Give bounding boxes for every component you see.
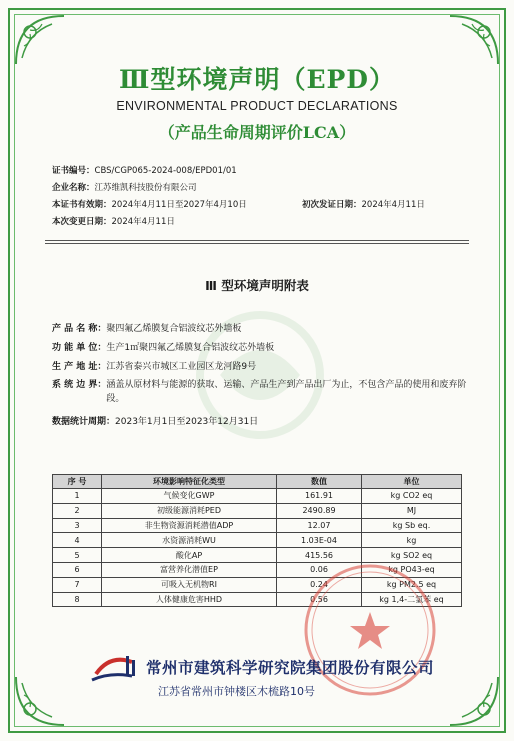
cell-impact-type: 初级能源消耗PED xyxy=(102,503,277,518)
column-header-index: 序 号 xyxy=(53,475,102,489)
table-row xyxy=(53,533,462,548)
validity-label: 本证书有效期： xyxy=(52,200,112,210)
cell-impact-type: 非生物资源消耗潜值ADP xyxy=(102,518,277,533)
cell-impact-type: 水资源消耗WU xyxy=(102,533,277,548)
certificate-number-row xyxy=(52,165,237,177)
cell-index: 8 xyxy=(53,592,102,607)
institute-logo-icon xyxy=(86,650,142,686)
production-address: 江苏省泰兴市城区工业园区龙河路9号 xyxy=(106,362,257,372)
production-address-label: 生 产 地 址： xyxy=(52,362,107,372)
cell-index: 6 xyxy=(53,562,102,577)
issuer-address: 江苏省常州市钟楼区木梳路10号 xyxy=(158,685,315,698)
column-header-impact-type: 环境影响特征化类型 xyxy=(102,475,277,489)
divider-top xyxy=(45,240,469,241)
cell-index: 4 xyxy=(53,533,102,548)
table-row xyxy=(53,489,462,504)
production-address-row xyxy=(52,360,472,374)
first-issue-date: 2024年4月11日 xyxy=(361,200,425,210)
first-issue-row xyxy=(302,199,425,211)
cell-index: 7 xyxy=(53,577,102,592)
change-date: 2024年4月11日 xyxy=(111,217,175,227)
functional-unit-label: 功 能 单 位： xyxy=(52,343,107,353)
system-boundary-label: 系 统 边 界： xyxy=(52,380,107,390)
cell-index: 1 xyxy=(53,489,102,504)
product-name-label: 产 品 名 称： xyxy=(52,324,107,334)
cell-unit: kg SO2 eq xyxy=(362,548,462,563)
cell-unit: MJ xyxy=(362,503,462,518)
cell-index: 5 xyxy=(53,548,102,563)
functional-unit: 生产1㎡聚四氟乙烯膜复合铝波纹芯外墙板 xyxy=(106,343,275,353)
product-name: 聚四氟乙烯膜复合铝波纹芯外墙板 xyxy=(106,324,242,334)
column-header-value: 数值 xyxy=(277,475,362,489)
cell-impact-type: 富营养化潜值EP xyxy=(102,562,277,577)
statistics-period-row xyxy=(52,415,472,429)
table-header-row xyxy=(53,475,462,489)
cell-index: 2 xyxy=(53,503,102,518)
statistics-period: 2023年1月1日至2023年12月31日 xyxy=(115,417,259,427)
validity-period: 2024年4月11日至2027年4月10日 xyxy=(111,200,247,210)
product-name-row xyxy=(52,322,472,336)
validity-row xyxy=(52,199,247,211)
column-header-unit: 单位 xyxy=(362,475,462,489)
company-label: 企业名称： xyxy=(52,183,95,193)
cell-unit: kg xyxy=(362,533,462,548)
cell-impact-type: 人体健康危害HHD xyxy=(102,592,277,607)
appendix-title: Ⅲ 型环境声明附表 xyxy=(205,278,309,293)
divider-bottom xyxy=(45,243,469,244)
cell-unit: kg PO43-eq xyxy=(362,562,462,577)
company-row xyxy=(52,182,197,194)
cell-value: 2490.89 xyxy=(277,503,362,518)
english-subtitle: ENVIRONMENTAL PRODUCT DECLARATIONS xyxy=(116,99,398,113)
official-seal-icon xyxy=(300,560,440,700)
corner-ornament-icon xyxy=(436,673,502,729)
cell-unit: kg PM2.5 eq xyxy=(362,577,462,592)
issuer-name: 常州市建筑科学研究院集团股份有限公司 xyxy=(146,659,435,677)
cell-impact-type: 气候变化GWP xyxy=(102,489,277,504)
change-date-row xyxy=(52,216,175,228)
cell-unit: kg 1,4-二氯苯 eq xyxy=(362,592,462,607)
cell-value: 0.06 xyxy=(277,562,362,577)
cell-value: 161.91 xyxy=(277,489,362,504)
certificate-number-label: 证书编号： xyxy=(52,166,95,176)
system-boundary: 涵盖从原材料与能源的获取、运输、产品生产到产品出厂为止，不包含产品的使用和废弃阶段。 xyxy=(106,380,467,404)
cell-value: 0.56 xyxy=(277,592,362,607)
cell-impact-type: 酸化AP xyxy=(102,548,277,563)
company-name: 江苏维凯科技股份有限公司 xyxy=(94,183,197,193)
certificate-title: Ⅲ型环境声明（EPD） xyxy=(119,65,395,94)
cell-value: 1.03E-04 xyxy=(277,533,362,548)
cell-index: 3 xyxy=(53,518,102,533)
first-issue-label: 初次发证日期： xyxy=(302,200,362,210)
table-row xyxy=(53,503,462,518)
system-boundary-row xyxy=(52,378,472,406)
lca-subtitle: （产品生命周期评价LCA） xyxy=(158,123,356,142)
cell-unit: kg CO2 eq xyxy=(362,489,462,504)
cell-value: 12.07 xyxy=(277,518,362,533)
certificate-number: CBS/CGP065-2024-008/EPD01/01 xyxy=(94,166,237,176)
cell-value: 415.56 xyxy=(277,548,362,563)
cell-unit: kg Sb eq. xyxy=(362,518,462,533)
table-row xyxy=(53,518,462,533)
change-date-label: 本次变更日期： xyxy=(52,217,112,227)
corner-ornament-icon xyxy=(12,673,78,729)
cell-value: 0.24 xyxy=(277,577,362,592)
functional-unit-row xyxy=(52,341,472,355)
cell-impact-type: 可吸入无机物RI xyxy=(102,577,277,592)
statistics-period-label: 数据统计周期： xyxy=(52,417,116,427)
